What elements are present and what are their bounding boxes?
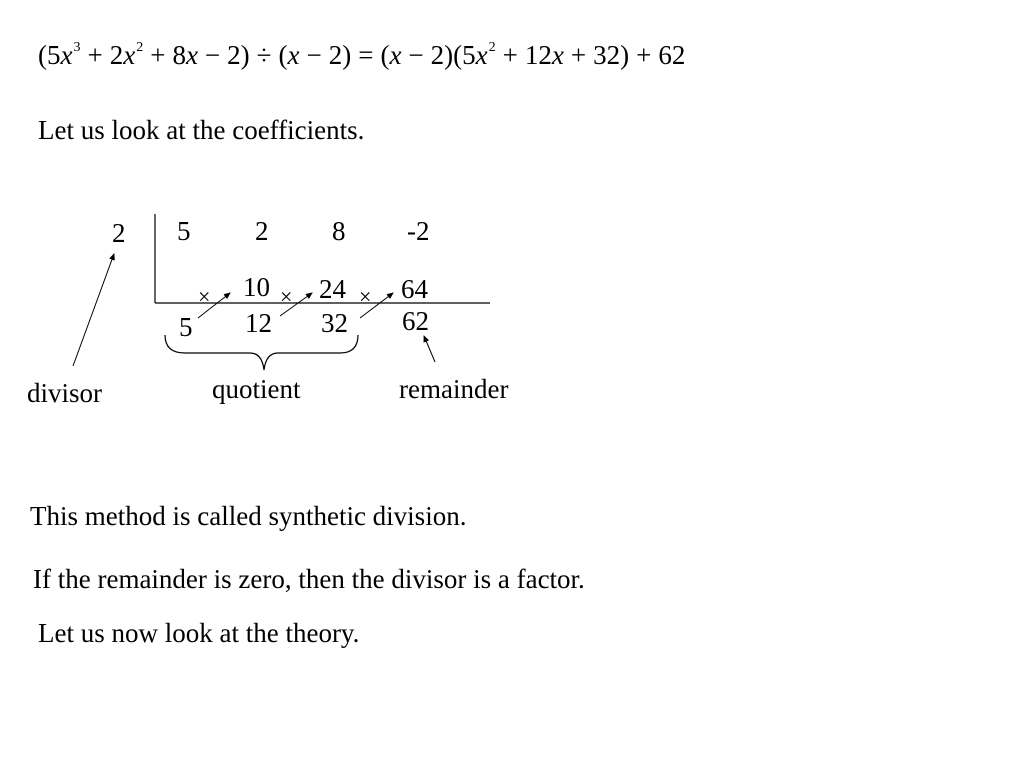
product-2: 24 [319,274,346,304]
result-3: 32 [321,308,348,338]
remainder-value: 62 [402,306,429,336]
quotient-brace [165,335,358,370]
coefficient-3: 8 [332,216,346,246]
theory-text: Let us now look at the theory. [38,618,360,648]
quotient-label: quotient [212,374,301,404]
divisor-arrow [73,254,114,366]
result-1: 5 [179,312,193,342]
eq-term-2x2: $2x^2$ [109,40,144,70]
eq-remainder: 62 [658,40,686,70]
factor-text: If the remainder is zero, then the divisor is a factor. [33,564,585,594]
intro-text: Let us look at the coefficients. [38,115,365,145]
eq-term-8x: 8x [172,40,198,70]
divisor-label: divisor [27,378,103,408]
product-1: 10 [243,272,270,302]
coefficient-2: 2 [255,216,269,246]
product-3: 64 [401,274,428,304]
eq-term-2: 2) [227,40,250,70]
eq-divisor: (x [278,40,300,70]
coefficient-1: 5 [177,216,191,246]
times-icon: × [198,284,211,309]
divisor-value: 2 [112,218,126,248]
result-2: 12 [245,308,272,338]
division-equation: $(5x^3 + 2x^2 + 8x - 2) \div (x - 2) = (x - 2)(5x^2 + 12x + 32) + 62$ [38,40,686,70]
remainder-label: remainder [399,374,509,404]
coefficient-4: -2 [407,216,430,246]
times-icon: × [280,284,293,309]
eq-term-5x3: ($5x^3$ [38,40,81,70]
remainder-arrow [424,336,435,362]
method-text: This method is called synthetic division. [30,501,467,531]
eq-quotient: (x [380,40,402,70]
times-icon: × [359,284,372,309]
